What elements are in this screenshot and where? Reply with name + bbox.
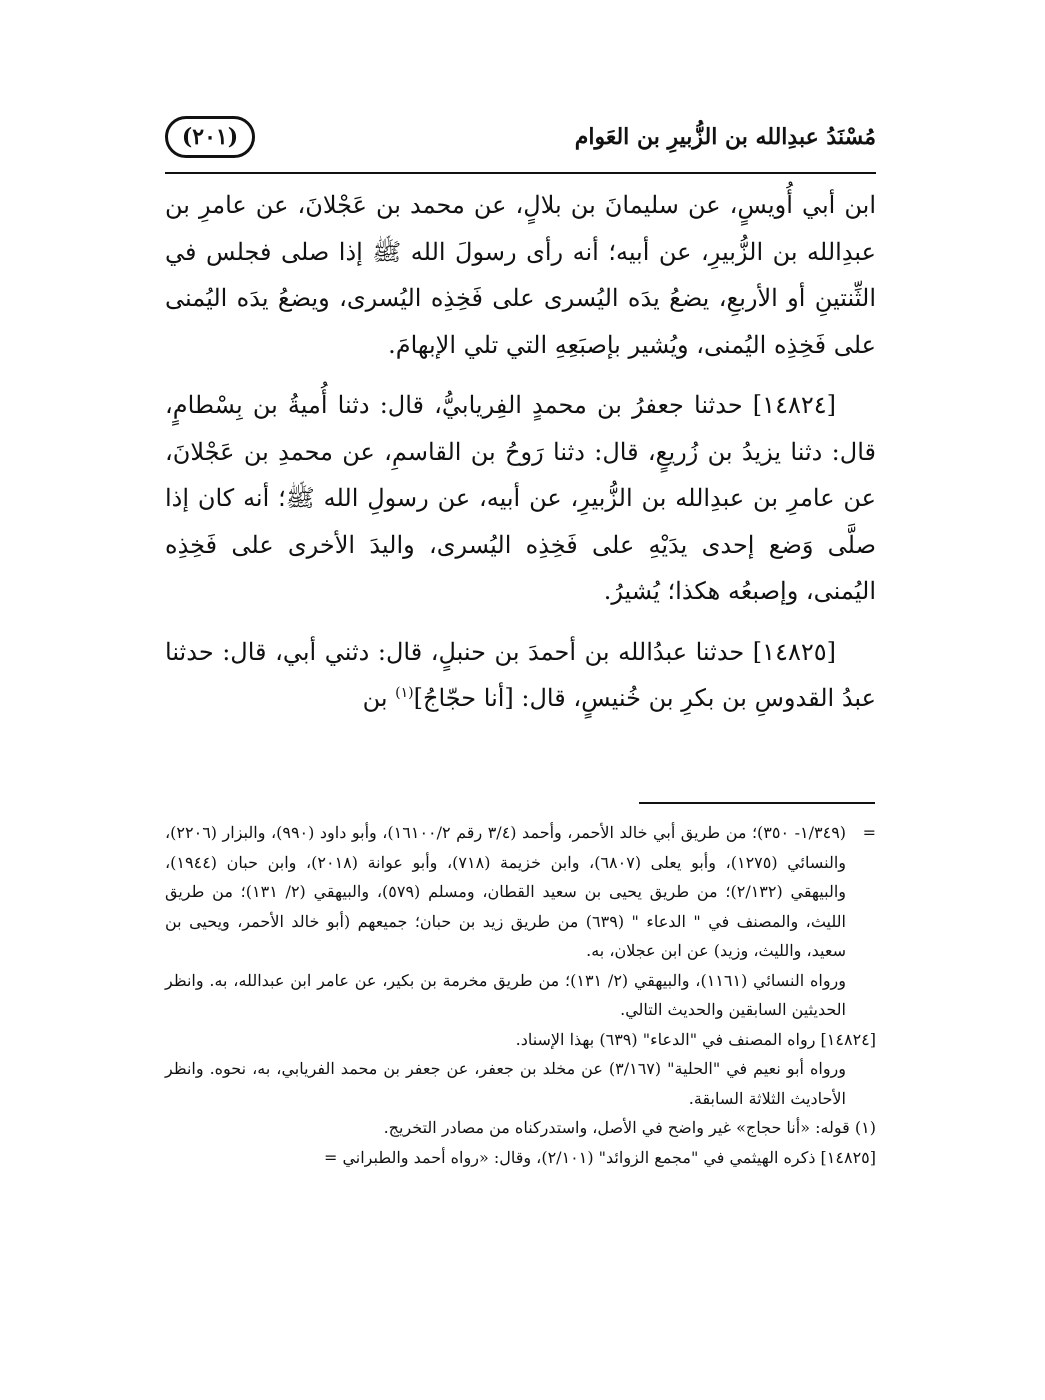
hadith-14824: [١٤٨٢٤] حدثنا جعفرُ بن محمدٍ الفِريابيُّ، قال: دثنا أُميةُ بن بِسْطامٍ، قال: دثنا يزيدُ بن زُريعٍ، قال: دثنا رَوحُ بن القاسمِ، عن محمدِ بن عَجْلانَ، عن عامرِ بن عبدِالله بن الزُّبيرِ، عن أبيه، عن رسولِ الله ﷺ؛ أنه كان إذا صلَّى وَضع إحدى يدَيْهِ على فَخِذِه اليُسرى، واليدَ الأخرى على فَخِذِه اليُمنى، وإصبعُه هكذا؛ يُشيرُ. bbox=[165, 391, 876, 605]
main-text bbox=[165, 182, 876, 736]
footnote-14824: [١٤٨٢٤] رواه المصنف في "الدعاء" (٦٣٩) بهذا الإسناد. bbox=[515, 1029, 876, 1049]
hadith-14825 bbox=[165, 629, 876, 722]
footnote-continuation-2: ورواه النسائي (١١٦١)، والبيهقي (٢/ ١٣١)؛ من طريق مخرمة بن بكير، عن عامر ابن عبدالله، به. وانظر الحديثين السابقين والحديث التالي. bbox=[165, 970, 847, 1019]
running-title: مُسْنَدُ عبدِالله بن الزُّبيرِ بن العَوام bbox=[574, 124, 876, 150]
hadith-14825-text: [١٤٨٢٥] حدثنا عبدُالله بن أحمدَ بن حنبلٍ، قال: دثني أبي، قال: حدثنا عبدُ القدوسِ بن بكرِ بن خُنيسٍ، قال: [أنا حجّاجُ] bbox=[165, 637, 876, 712]
paragraph-continuation: ابن أبي أُويسٍ، عن سليمانَ بن بلالٍ، عن محمد بن عَجْلانَ، عن عامرِ بن عبدِالله بن الزُّبيرِ، عن أبيه؛ أنه رأى رسولَ الله ﷺ إذا صلى فجلس في الثِّنتينِ أو الأربعِ، يضعُ يدَه اليُسرى على فَخِذِه اليُسرى، ويضعُ يدَه اليُمنى على فَخِذِه اليُمنى، ويُشير بإصبَعِهِ التي تلي الإبهامَ. bbox=[165, 191, 877, 359]
hadith-14825-tail: بن bbox=[362, 684, 396, 712]
footnotes bbox=[165, 818, 876, 1172]
page-number: (٢٠١) bbox=[165, 116, 255, 158]
header-divider bbox=[165, 172, 876, 174]
footnote-continuation-text: (١/٣٤٩- ٣٥٠)؛ من طريق أبي خالد الأحمر، وأحمد (٣/٤ رقم ١٦١٠٠/٢)، وأبو داود (٩٩٠)، والبزار (٢٢٠٦)، والنسائي (١٢٧٥)، وأبو يعلى (٦٨٠٧)، وابن خزيمة (٧١٨)، وأبو عوانة (٢٠١٨)، وابن حبان (١٩٤٤)، والبيهقي (٢/١٣٢)؛ من طريق يحيى بن سعيد القطان، ومسلم (٥٧٩)، والبيهقي (٢/ ١٣١)؛ من طريق الليث، والمصنف في " الدعاء " (٦٣٩) من طريق زيد بن حبان؛ جميعهم (أبو خالد الأحمر، ويحيى بن سعيد، والليث، وزيد) عن ابن عجلان، به. bbox=[165, 823, 847, 960]
footnote-continuation bbox=[165, 818, 876, 966]
page-header bbox=[165, 110, 876, 168]
footnote-divider bbox=[639, 802, 875, 804]
footnote-1: (١) قوله: «أنا حجاج» غير واضح في الأصل، واستدركناه من مصادر التخريج. bbox=[383, 1118, 876, 1137]
footnote-14825: [١٤٨٢٥] ذكره الهيثمي في "مجمع الزوائد" (٢/١٠١)، وقال: «رواه أحمد والطبراني = bbox=[323, 1147, 876, 1167]
footnote-14824-b: ورواه أبو نعيم في "الحلية" (٣/١٦٧) عن مخلد بن جعفر، عن جعفر بن محمد الفريابي، به، نحوه. وانظر الأحاديث الثلاثة السابقة. bbox=[165, 1059, 847, 1108]
continuation-marker: = bbox=[862, 823, 876, 842]
footnote-reference[interactable]: (١) bbox=[395, 685, 414, 701]
